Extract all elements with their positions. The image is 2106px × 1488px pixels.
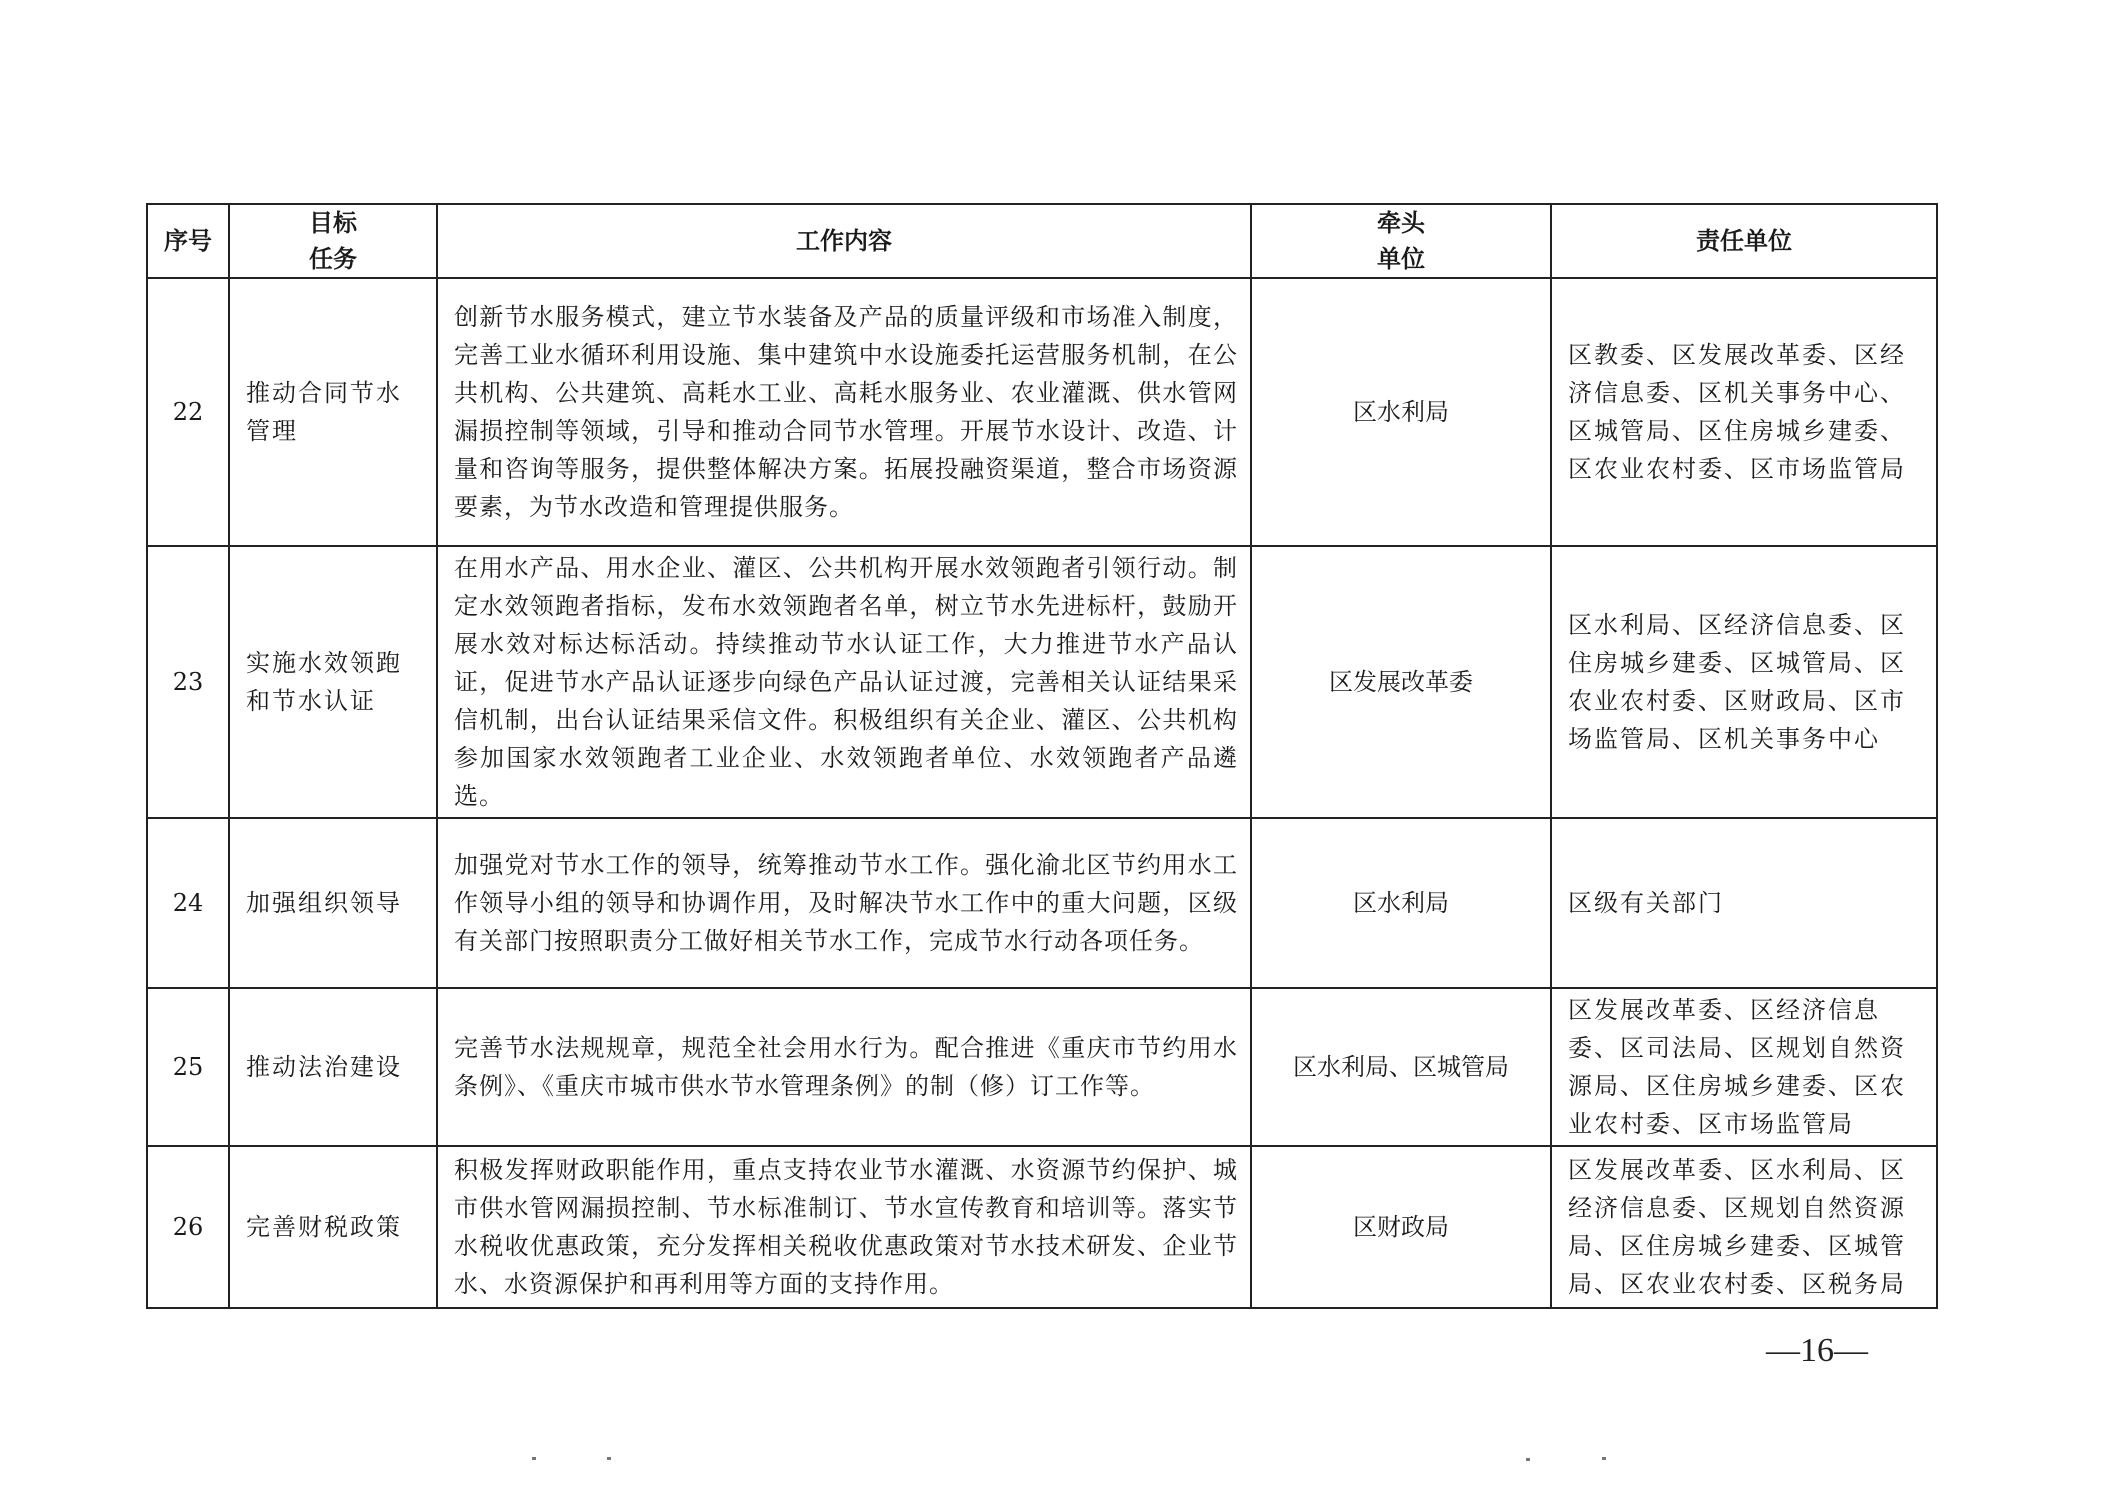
header-lead-line1: 牵头: [1377, 209, 1425, 237]
row-task: 推动合同节水管理: [229, 278, 437, 546]
row-task: 加强组织领导: [229, 818, 437, 988]
table-row: [147, 818, 1937, 988]
table-row: [147, 1146, 1937, 1308]
row-no: 25: [147, 988, 229, 1146]
row-content: 积极发挥财政职能作用，重点支持农业节水灌溉、水资源节约保护、城市供水管网漏损控制、节水标准制订、节水宣传教育和培训等。落实节水税收优惠政策，充分发挥相关税收优惠政策对节水技术研发、企业节水、水资源保护和再利用等方面的支持作用。: [437, 1146, 1251, 1308]
row-responsible: 区级有关部门: [1551, 818, 1937, 988]
header-task: [229, 204, 437, 278]
scan-speck: [1526, 1458, 1530, 1461]
row-no: 22: [147, 278, 229, 546]
row-content: 加强党对节水工作的领导，统筹推动节水工作。强化渝北区节约用水工作领导小组的领导和协调作用，及时解决节水工作中的重大问题，区级有关部门按照职责分工做好相关节水工作，完成节水行动各项任务。: [437, 818, 1251, 988]
row-no: 26: [147, 1146, 229, 1308]
table-row: [147, 278, 1937, 546]
row-content: 创新节水服务模式，建立节水装备及产品的质量评级和市场准入制度，完善工业水循环利用设施、集中建筑中水设施委托运营服务机制，在公共机构、公共建筑、高耗水工业、高耗水服务业、农业灌溉、供水管网漏损控制等领域，引导和推动合同节水管理。开展节水设计、改造、计量和咨询等服务，提供整体解决方案。拓展投融资渠道，整合市场资源要素，为节水改造和管理提供服务。: [437, 278, 1251, 546]
scan-speck: [1602, 1457, 1606, 1460]
work-table: [146, 203, 1938, 1309]
table-row: [147, 546, 1937, 818]
table-row: [147, 988, 1937, 1146]
row-task: 实施水效领跑和节水认证: [229, 546, 437, 818]
page-number: —16—: [1766, 1332, 1868, 1369]
header-lead-line2: 单位: [1377, 245, 1425, 273]
row-task: 完善财税政策: [229, 1146, 437, 1308]
row-lead: 区财政局: [1251, 1146, 1551, 1308]
scan-speck: [607, 1457, 611, 1460]
header-no: 序号: [147, 204, 229, 278]
row-responsible: 区发展改革委、区经济信息委、区司法局、区规划自然资源局、区住房城乡建委、区农业农村委、区市场监管局: [1551, 988, 1937, 1146]
row-responsible: 区发展改革委、区水利局、区经济信息委、区规划自然资源局、区住房城乡建委、区城管局、区农业农村委、区税务局: [1551, 1146, 1937, 1308]
row-content: 在用水产品、用水企业、灌区、公共机构开展水效领跑者引领行动。制定水效领跑者指标，发布水效领跑者名单，树立节水先进标杆，鼓励开展水效对标达标活动。持续推动节水认证工作，大力推进节水产品认证，促进节水产品认证逐步向绿色产品认证过渡，完善相关认证结果采信机制，出台认证结果采信文件。积极组织有关企业、灌区、公共机构参加国家水效领跑者工业企业、水效领跑者单位、水效领跑者产品遴选。: [437, 546, 1251, 818]
row-lead: 区水利局: [1251, 818, 1551, 988]
header-task-line2: 任务: [309, 245, 357, 273]
row-responsible: 区教委、区发展改革委、区经济信息委、区机关事务中心、区城管局、区住房城乡建委、区农业农村委、区市场监管局: [1551, 278, 1937, 546]
row-task: 推动法治建设: [229, 988, 437, 1146]
header-lead: [1251, 204, 1551, 278]
row-lead: 区水利局、区城管局: [1251, 988, 1551, 1146]
scan-speck: [532, 1457, 536, 1460]
row-lead: 区水利局: [1251, 278, 1551, 546]
row-no: 23: [147, 546, 229, 818]
row-responsible: 区水利局、区经济信息委、区住房城乡建委、区城管局、区农业农村委、区财政局、区市场监管局、区机关事务中心: [1551, 546, 1937, 818]
header-content: 工作内容: [437, 204, 1251, 278]
row-lead: 区发展改革委: [1251, 546, 1551, 818]
row-content: 完善节水法规规章，规范全社会用水行为。配合推进《重庆市节约用水条例》、《重庆市城市供水节水管理条例》的制（修）订工作等。: [437, 988, 1251, 1146]
header-responsible: 责任单位: [1551, 204, 1937, 278]
table-header-row: [147, 204, 1937, 278]
row-no: 24: [147, 818, 229, 988]
header-task-line1: 目标: [309, 209, 357, 237]
